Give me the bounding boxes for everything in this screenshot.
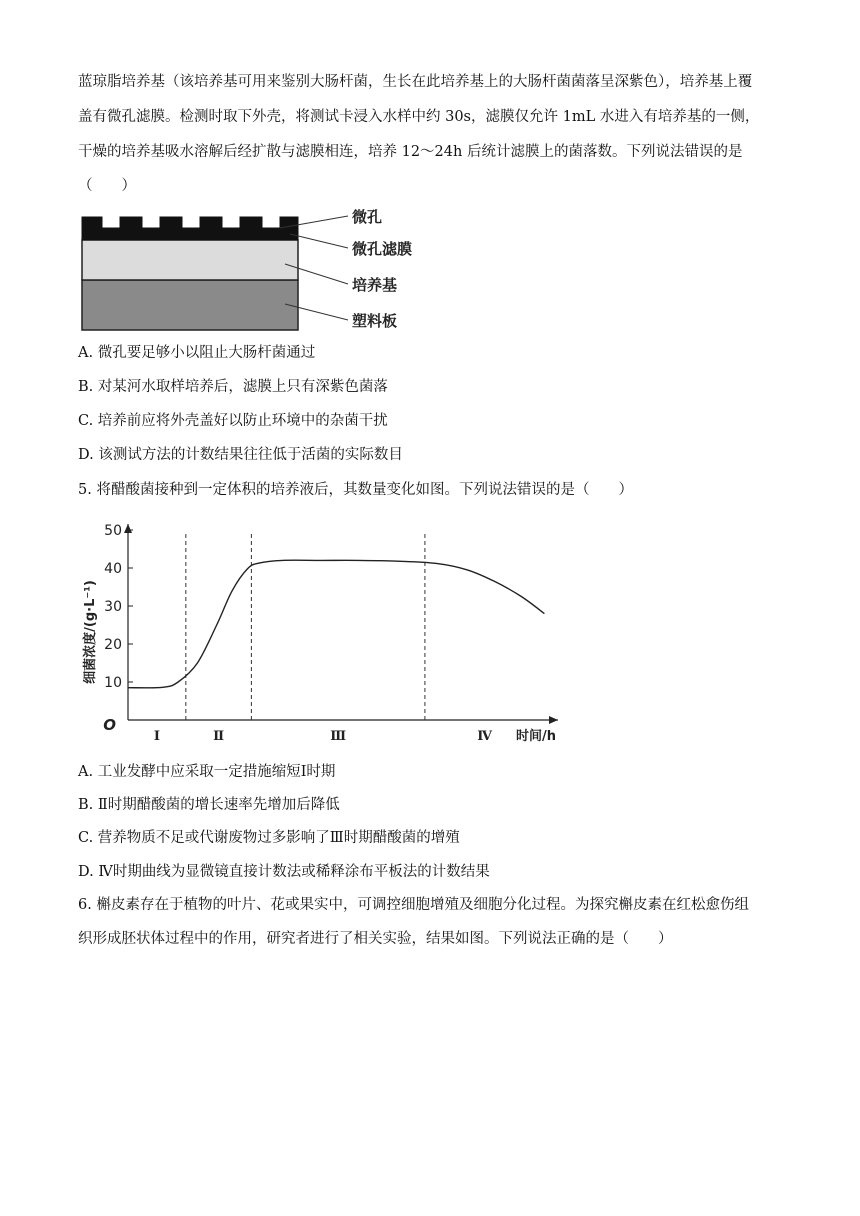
phase-label-4: Ⅳ <box>477 729 493 744</box>
growth-curve-chart <box>78 510 578 750</box>
label-pore: 微孔 <box>352 208 383 226</box>
y-axis-arrow <box>124 524 132 533</box>
label-medium: 培养基 <box>352 276 398 294</box>
q6-line-1: 6. 槲皮素存在于植物的叶片、花或果实中，可调控细胞增殖及细胞分化过程。为探究槲皮素在红松愈伤组 <box>78 897 749 913</box>
origin-label: O <box>103 716 116 734</box>
y-tick-label-50: 50 <box>104 523 122 539</box>
y-tick-label-10: 10 <box>104 675 122 691</box>
label-plate: 塑料板 <box>352 312 398 330</box>
y-tick-label-30: 30 <box>104 599 122 615</box>
q4-option-a: A. 微孔要足够小以阻止大肠杆菌通过 <box>78 345 316 361</box>
plastic-plate <box>82 280 298 330</box>
x-axis-arrow <box>549 716 558 724</box>
q5-option-d: D. Ⅳ时期曲线为显微镜直接计数法或稀释涂布平板法的计数结果 <box>78 864 490 880</box>
q6-line-2: 织形成胚状体过程中的作用，研究者进行了相关实验，结果如图。下列说法正确的是（ ） <box>78 931 673 947</box>
q4-option-d: D. 该测试方法的计数结果往往低于活菌的实际数目 <box>78 447 403 463</box>
phase-label-1: Ⅰ <box>153 729 160 744</box>
q5-option-b: B. Ⅱ时期醋酸菌的增长速率先增加后降低 <box>78 797 340 813</box>
q5-option-a: A. 工业发酵中应采取一定措施缩短Ⅰ时期 <box>78 764 336 780</box>
y-axis-label: 细菌浓度/(g·L⁻¹) <box>83 580 98 684</box>
q4-line-1: 蓝琼脂培养基（该培养基可用来鉴别大肠杆菌，生长在此培养基上的大肠杆菌菌落呈深紫色），培养基上覆 <box>78 74 753 90</box>
q4-option-c: C. 培养前应将外壳盖好以防止环境中的杂菌干扰 <box>78 413 388 429</box>
series-line-0 <box>128 560 544 688</box>
membrane-diagram <box>80 204 440 336</box>
q4-line-2: 盖有微孔滤膜。检测时取下外壳，将测试卡浸入水样中约 30s，滤膜仅允许 1mL 水进入有培养基的一侧， <box>78 109 760 125</box>
phase-label-2: Ⅱ <box>213 729 225 744</box>
q4-line-3: 干燥的培养基吸水溶解后经扩散与滤膜相连，培养 12～24h 后统计滤膜上的菌落数。下列说法错误的是 <box>78 144 743 160</box>
q5-stem: 5. 将醋酸菌接种到一定体积的培养液后，其数量变化如图。下列说法错误的是（ ） <box>78 482 633 498</box>
x-axis-label: 时间/h <box>516 729 557 744</box>
y-tick-label-20: 20 <box>104 637 122 653</box>
q5-option-c: C. 营养物质不足或代谢废物过多影响了Ⅲ时期醋酸菌的增殖 <box>78 830 460 846</box>
y-tick-label-40: 40 <box>104 561 122 577</box>
q4-option-b: B. 对某河水取样培养后，滤膜上只有深紫色菌落 <box>78 379 388 395</box>
phase-label-3: Ⅲ <box>330 729 347 744</box>
culture-medium <box>82 240 298 280</box>
filter-membrane <box>82 217 298 240</box>
label-membrane: 微孔滤膜 <box>352 240 413 258</box>
q4-line-4: （ ） <box>78 178 136 194</box>
